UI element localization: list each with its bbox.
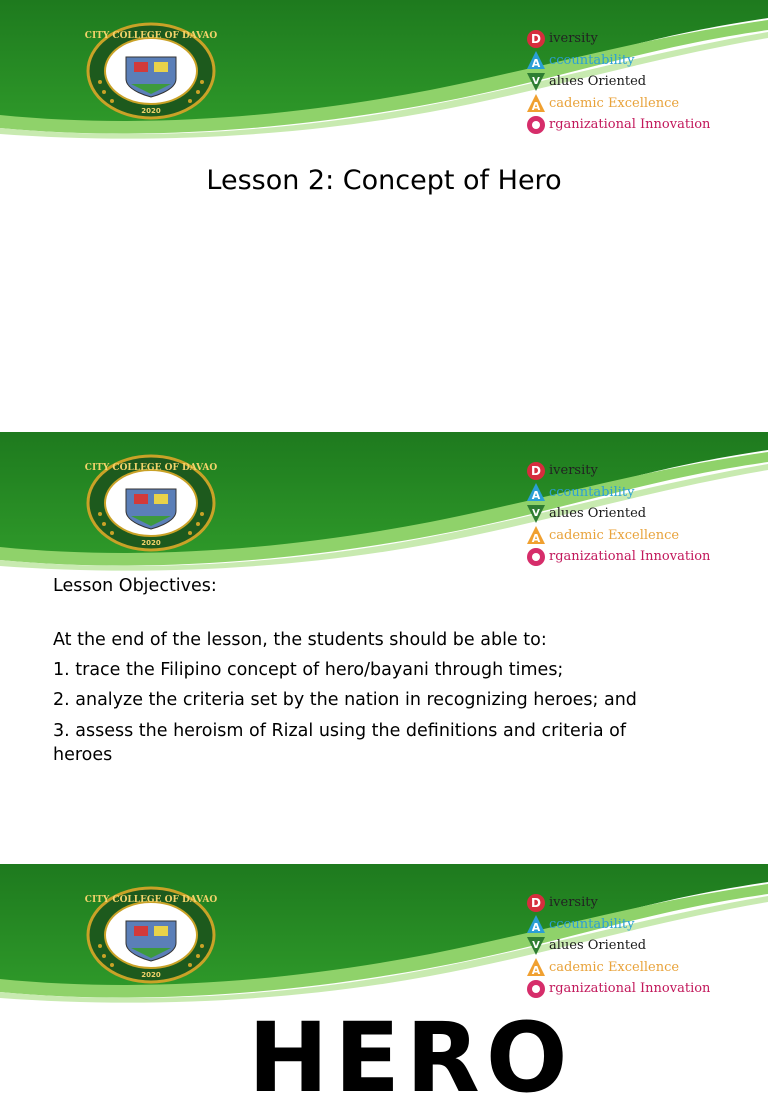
hero-heading: HERO <box>248 1002 574 1114</box>
letter-badge-icon <box>525 547 547 567</box>
davao-row <box>525 546 765 568</box>
objective-item: 2. analyze the criteria set by the nation in recognizing heroes; and <box>53 690 637 711</box>
letter-badge-icon <box>525 914 547 934</box>
college-seal-logo <box>86 22 216 120</box>
objectives-heading: Lesson Objectives: <box>53 576 217 596</box>
davao-row <box>525 957 765 979</box>
letter-badge-icon <box>525 957 547 977</box>
svg-text:D: D <box>531 31 541 46</box>
svg-text:A: A <box>531 100 541 114</box>
davao-word: alues Oriented <box>549 74 647 90</box>
davao-row <box>525 50 765 72</box>
davao-values-list <box>525 892 765 1000</box>
davao-row <box>525 914 765 936</box>
davao-word: rganizational Innovation <box>549 549 711 565</box>
logo-year: 2020 <box>141 107 161 115</box>
letter-badge-icon <box>525 504 547 524</box>
letter-badge-icon <box>525 93 547 113</box>
davao-word: alues Oriented <box>549 938 647 954</box>
davao-row <box>525 935 765 957</box>
davao-row <box>525 93 765 115</box>
davao-word: iversity <box>549 31 598 47</box>
letter-badge-icon <box>525 525 547 545</box>
davao-word: cademic Excellence <box>549 95 680 111</box>
svg-text:V: V <box>532 507 540 519</box>
logo-year: 2020 <box>141 971 161 979</box>
slide-1 <box>0 0 768 420</box>
davao-word: ccountability <box>549 916 635 932</box>
slide-title: Lesson 2: Concept of Hero <box>206 165 562 196</box>
logo-name: CITY COLLEGE OF DAVAO <box>84 463 218 473</box>
letter-badge-icon <box>525 72 547 92</box>
davao-word: iversity <box>549 895 598 911</box>
college-seal-logo <box>86 886 216 984</box>
objective-item: 1. trace the Filipino concept of hero/bayani through times; <box>53 660 564 681</box>
davao-row <box>525 525 765 547</box>
davao-row <box>525 28 765 50</box>
logo-name: CITY COLLEGE OF DAVAO <box>84 895 218 905</box>
svg-text:A: A <box>531 964 541 978</box>
svg-text:D: D <box>531 463 541 478</box>
davao-row <box>525 71 765 93</box>
davao-word: rganizational Innovation <box>549 117 711 133</box>
letter-badge-icon <box>525 936 547 956</box>
davao-word: cademic Excellence <box>549 527 680 543</box>
davao-word: iversity <box>549 463 598 479</box>
svg-text:A: A <box>531 57 541 71</box>
davao-values-list <box>525 28 765 136</box>
logo-name: CITY COLLEGE OF DAVAO <box>84 31 218 41</box>
davao-row <box>525 114 765 136</box>
davao-word: cademic Excellence <box>549 959 680 975</box>
svg-text:A: A <box>531 921 541 935</box>
college-seal-logo <box>86 454 216 552</box>
objectives-block <box>53 574 653 773</box>
svg-text:A: A <box>531 489 541 503</box>
letter-badge-icon <box>525 50 547 70</box>
davao-row <box>525 503 765 525</box>
davao-row <box>525 892 765 914</box>
davao-row <box>525 482 765 504</box>
letter-badge-icon <box>525 29 547 49</box>
slide-3 <box>0 864 768 1114</box>
svg-text:A: A <box>531 532 541 546</box>
slide-2 <box>0 432 768 852</box>
davao-word: alues Oriented <box>549 506 647 522</box>
letter-badge-icon <box>525 482 547 502</box>
davao-word: ccountability <box>549 52 635 68</box>
logo-year: 2020 <box>141 539 161 547</box>
letter-badge-icon <box>525 979 547 999</box>
davao-row <box>525 978 765 1000</box>
objectives-intro: At the end of the lesson, the students should be able to: <box>53 630 547 651</box>
svg-text:V: V <box>532 75 540 87</box>
davao-word: ccountability <box>549 484 635 500</box>
svg-text:V: V <box>532 939 540 951</box>
davao-word: rganizational Innovation <box>549 981 711 997</box>
objective-item: 3. assess the heroism of Rizal using the definitions and criteria of heroes <box>53 720 626 765</box>
letter-badge-icon <box>525 461 547 481</box>
letter-badge-icon <box>525 893 547 913</box>
davao-row <box>525 460 765 482</box>
davao-values-list <box>525 460 765 568</box>
svg-text:D: D <box>531 895 541 910</box>
letter-badge-icon <box>525 115 547 135</box>
